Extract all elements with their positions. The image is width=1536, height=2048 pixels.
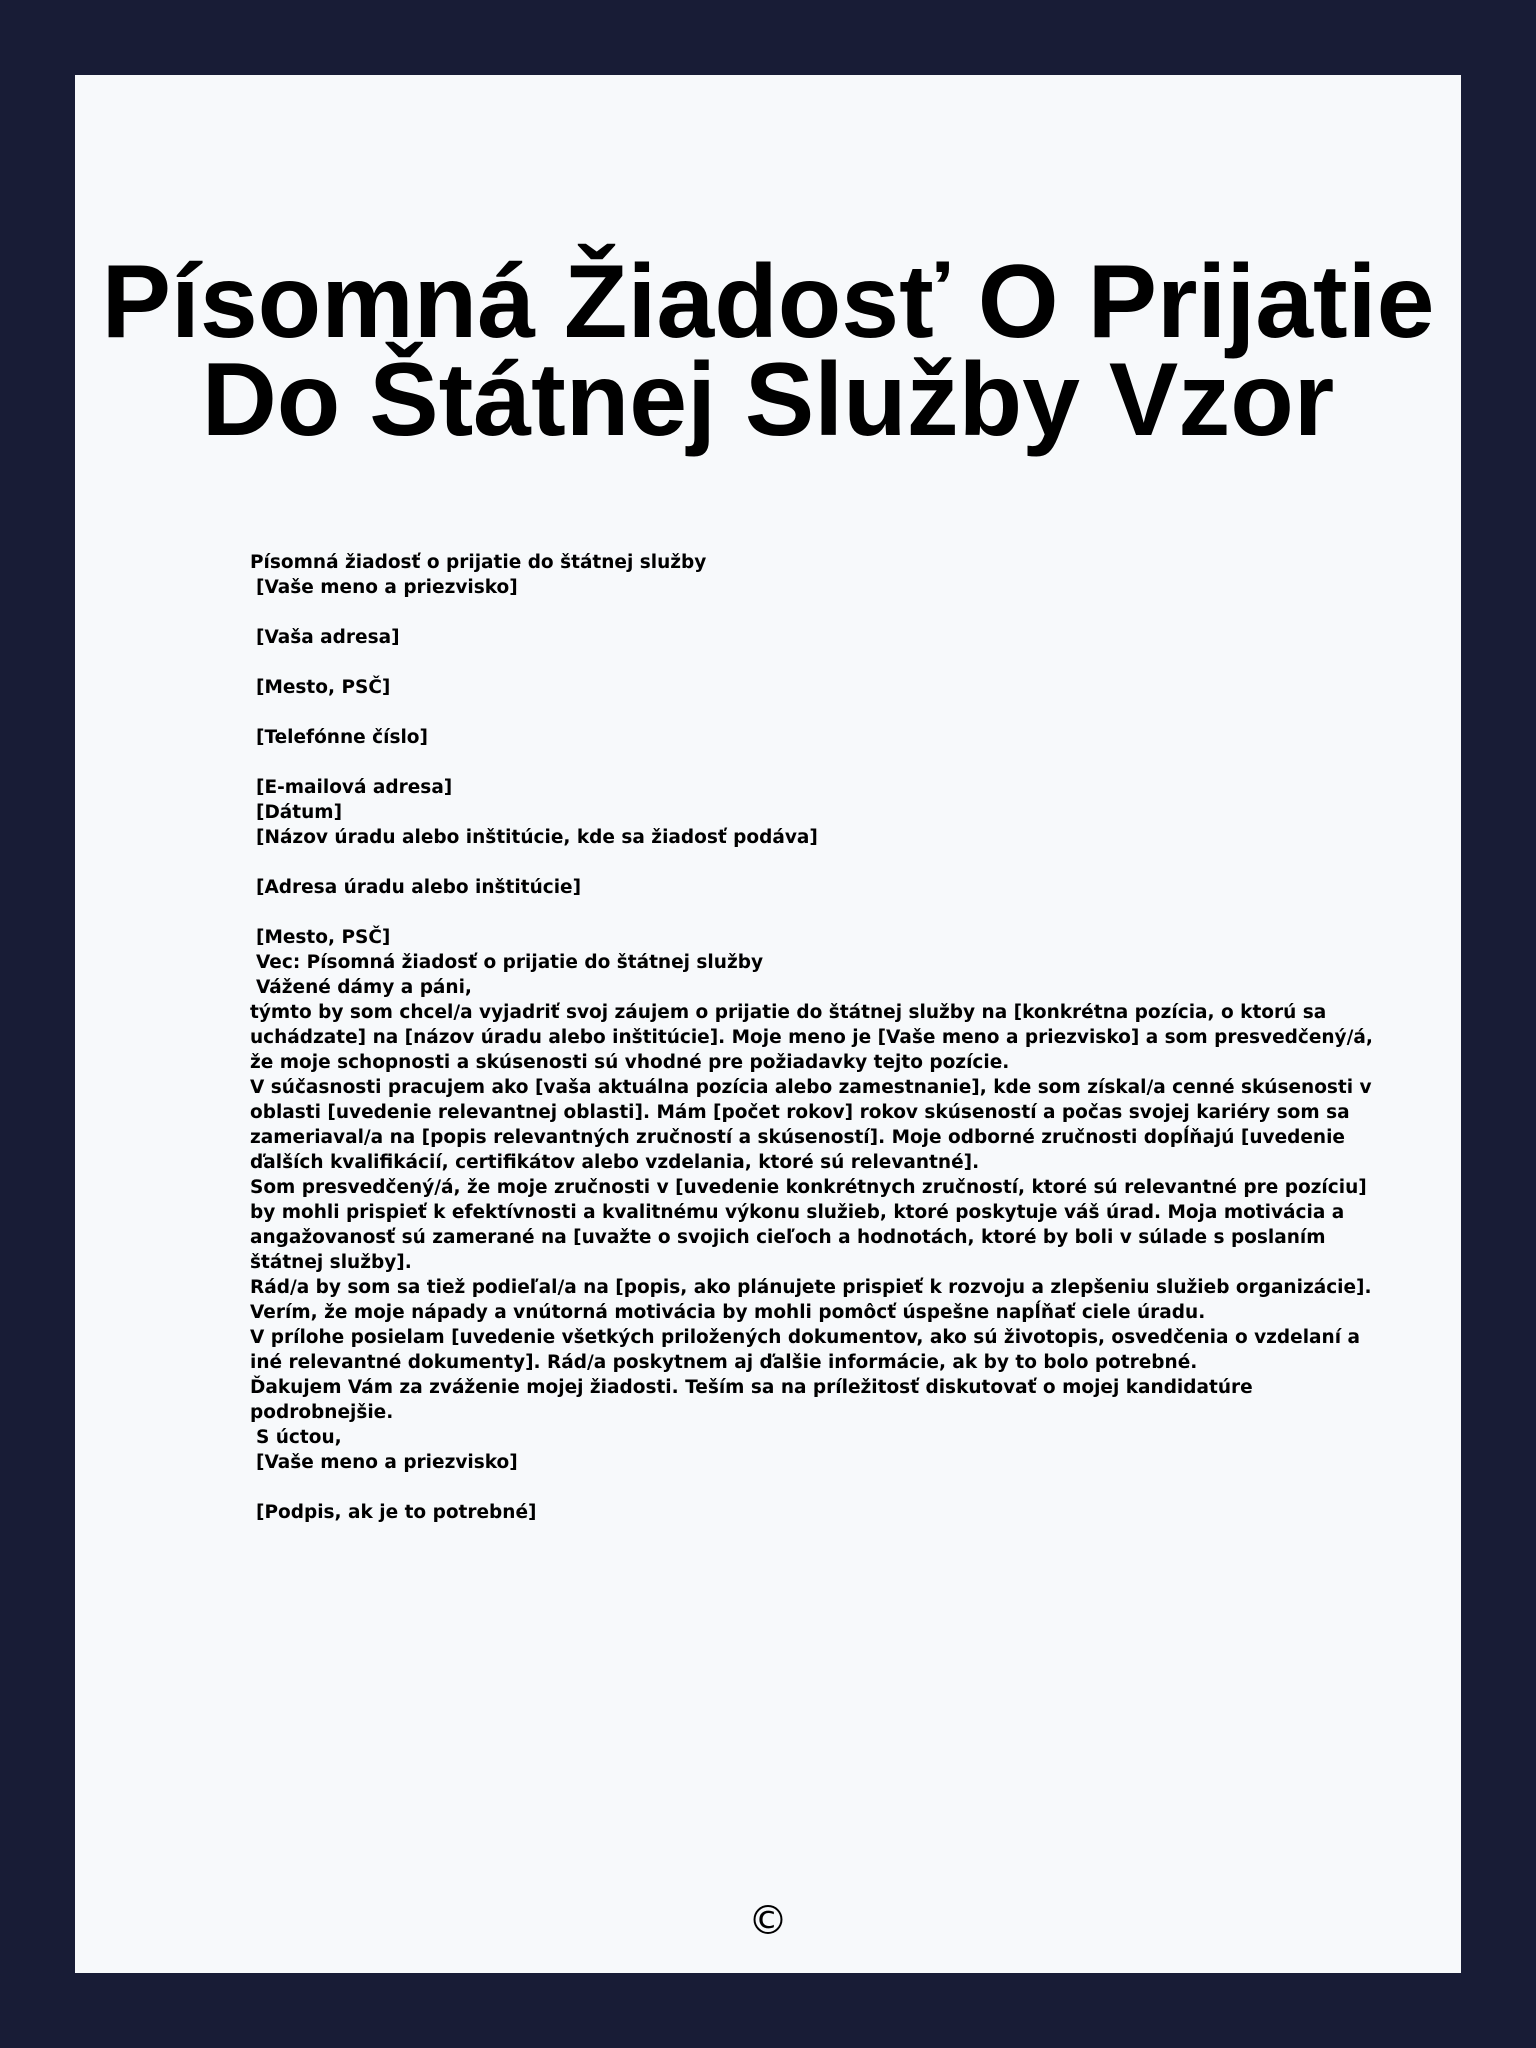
- document-title: [75, 244, 1461, 458]
- title-line-1: Písomná Žiadosť O Prijatie: [101, 244, 1435, 360]
- document-page: [75, 75, 1461, 1973]
- copyright-icon: ©: [748, 1898, 788, 1944]
- letter-subject: Vec: Písomná žiadosť o prijatie do štátnej služby: [256, 952, 764, 973]
- recipient-address: [Adresa úradu alebo inštitúcie]: [256, 877, 582, 898]
- signature-name: [Vaše meno a priezvisko]: [256, 1452, 518, 1473]
- letter-paragraph: [250, 1000, 1373, 1075]
- recipient-name: [Názov úradu alebo inštitúcie, kde sa žiadosť podáva]: [256, 827, 818, 848]
- letter-paragraph: [250, 1325, 1370, 1375]
- letter-salutation: Vážené dámy a páni,: [256, 977, 472, 998]
- paragraph-line: ďalších kvalifikácií, certifikátov alebo vzdelania, ktoré sú relevantné].: [250, 1152, 980, 1173]
- letter-body: [250, 550, 1373, 1525]
- paragraph-line: zameriaval/a na [popis relevantných zručností a skúseností]. Moje odborné zručnosti dopĺňajú [uvedenie: [250, 1127, 1345, 1148]
- paragraph-line: Som presvedčený/á, že moje zručnosti v [uvedenie konkrétnych zručností, ktoré sú relevantné pre pozíciu]: [250, 1177, 1367, 1198]
- paragraph-line: iné relevantné dokumenty]. Rád/a poskytnem aj ďalšie informácie, ak by to bolo potrebné.: [250, 1352, 1198, 1373]
- letter-paragraph: [250, 1175, 1370, 1275]
- title-line-2: Do Štátnej Služby Vzor: [201, 342, 1335, 458]
- sender-address: [Vaša adresa]: [256, 627, 400, 648]
- sender-email: [E-mailová adresa]: [256, 777, 453, 798]
- letter-paragraphs: [250, 1000, 1373, 1425]
- paragraph-line: Ďakujem Vám za zváženie mojej žiadosti. Teším sa na príležitosť diskutovať o mojej kandidatúre: [250, 1377, 1253, 1398]
- sender-phone: [Telefónne číslo]: [256, 727, 428, 748]
- signature-line: [Podpis, ak je to potrebné]: [256, 1502, 537, 1523]
- letter-paragraph: [250, 1375, 1370, 1425]
- letter-paragraph: [250, 1275, 1370, 1325]
- paragraph-line: angažovanosť sú zamerané na [uvažte o svojich cieľoch a hodnotách, ktoré by boli v súlade s poslaním: [250, 1227, 1326, 1248]
- letter-heading: Písomná žiadosť o prijatie do štátnej služby: [250, 552, 707, 573]
- sender-name: [Vaše meno a priezvisko]: [256, 577, 518, 598]
- recipient-city: [Mesto, PSČ]: [256, 927, 391, 948]
- letter-paragraph: [250, 1075, 1370, 1175]
- letter-date: [Dátum]: [256, 802, 343, 823]
- paragraph-line: že moje schopnosti a skúsenosti sú vhodné pre požiadavky tejto pozície.: [250, 1052, 1010, 1073]
- paragraph-line: podrobnejšie.: [250, 1402, 394, 1423]
- paragraph-line: týmto by som chcel/a vyjadriť svoj záujem o prijatie do štátnej služby na [konkrétna pozícia, o ktorú sa: [250, 1002, 1327, 1023]
- paragraph-line: uchádzate] na [názov úradu alebo inštitúcie]. Moje meno je [Vaše meno a priezvisko] a som presvedčený/á,: [250, 1027, 1373, 1048]
- paragraph-line: V súčasnosti pracujem ako [vaša aktuálna pozícia alebo zamestnanie], kde som získal/a cenné skúsenosti v: [250, 1077, 1372, 1098]
- paragraph-line: Rád/a by som sa tiež podieľal/a na [popis, ako plánujete prispieť k rozvoju a zlepšeniu služieb organizácie].: [250, 1277, 1372, 1298]
- sender-city: [Mesto, PSČ]: [256, 677, 391, 698]
- letter-closing: S úctou,: [256, 1427, 342, 1448]
- paragraph-line: oblasti [uvedenie relevantnej oblasti]. Mám [počet rokov] rokov skúseností a počas svojej kariéry som sa: [250, 1102, 1350, 1123]
- paragraph-line: by mohli prispieť k efektívnosti a kvalitnému výkonu služieb, ktoré poskytuje váš úrad. Moja motivácia a: [250, 1202, 1345, 1223]
- paragraph-line: V prílohe posielam [uvedenie všetkých priložených dokumentov, ako sú životopis, osvedčenia o vzdelaní a: [250, 1327, 1360, 1348]
- paragraph-line: Verím, že moje nápady a vnútorná motivácia by mohli pomôcť úspešne napĺňať ciele úradu.: [250, 1302, 1206, 1323]
- paragraph-line: štátnej služby].: [250, 1252, 412, 1273]
